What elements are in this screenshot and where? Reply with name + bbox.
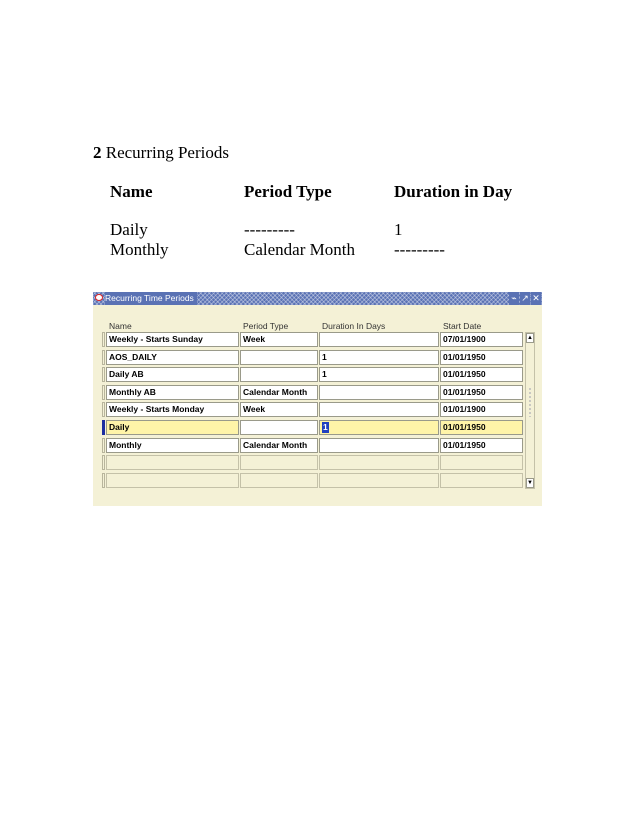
name-field[interactable] xyxy=(106,350,239,365)
record-indicator[interactable] xyxy=(102,332,105,347)
start-date-field[interactable] xyxy=(440,473,523,488)
scroll-thumb[interactable] xyxy=(528,387,532,417)
start-date-field-value: 07/01/1900 xyxy=(443,334,486,344)
start-date-field-value: 01/01/1950 xyxy=(443,440,486,450)
name-field[interactable] xyxy=(106,332,239,347)
column-header-start-date: Start Date xyxy=(443,321,482,331)
start-date-field[interactable] xyxy=(440,420,523,435)
duration-field-value: 1 xyxy=(322,369,327,379)
name-field[interactable] xyxy=(106,367,239,382)
start-date-field[interactable] xyxy=(440,385,523,400)
row-name: Monthly xyxy=(110,240,169,259)
start-date-field-value: 01/01/1950 xyxy=(443,369,486,379)
name-field[interactable] xyxy=(106,438,239,453)
close-icon[interactable]: ✕ xyxy=(532,293,540,303)
period-type-field[interactable] xyxy=(240,420,318,435)
period-type-field-value: Calendar Month xyxy=(243,440,308,450)
duration-field[interactable] xyxy=(319,367,439,382)
document-heading xyxy=(93,143,229,163)
window-title-bar[interactable] xyxy=(93,292,542,305)
record-indicator[interactable] xyxy=(102,438,105,453)
name-field-value: Weekly - Starts Sunday xyxy=(109,334,203,344)
name-field[interactable] xyxy=(106,473,239,488)
minimize-icon[interactable]: ⌁ xyxy=(509,292,519,305)
record-indicator[interactable] xyxy=(102,420,105,435)
start-date-field-value: 01/01/1950 xyxy=(443,387,486,397)
duration-field[interactable] xyxy=(319,455,439,470)
scroll-down-icon[interactable]: ▼ xyxy=(527,480,533,486)
period-type-field-value: Week xyxy=(243,404,266,414)
start-date-field[interactable] xyxy=(440,367,523,382)
period-type-field-value: Week xyxy=(243,334,266,344)
name-field-value: Monthly xyxy=(109,440,142,450)
period-type-field-value: Calendar Month xyxy=(243,387,308,397)
record-indicator[interactable] xyxy=(102,455,105,470)
duration-field[interactable] xyxy=(319,332,439,347)
row-period-type: Calendar Month xyxy=(244,240,355,259)
header-name: Name xyxy=(110,182,153,201)
record-indicator[interactable] xyxy=(102,350,105,365)
start-date-field[interactable] xyxy=(440,332,523,347)
name-field[interactable] xyxy=(106,455,239,470)
duration-field-value: 1 xyxy=(322,352,327,362)
duration-field[interactable] xyxy=(319,473,439,488)
period-type-field[interactable] xyxy=(240,332,318,347)
scroll-up-icon[interactable]: ▲ xyxy=(527,335,533,341)
window-title: Recurring Time Periods xyxy=(105,292,197,305)
duration-field[interactable] xyxy=(319,350,439,365)
heading-number: 2 xyxy=(93,143,102,162)
record-indicator[interactable] xyxy=(102,385,105,400)
start-date-field[interactable] xyxy=(440,438,523,453)
period-type-field[interactable] xyxy=(240,402,318,417)
column-header-period-type: Period Type xyxy=(243,321,289,331)
period-type-field[interactable] xyxy=(240,367,318,382)
recurring-time-periods-window xyxy=(93,292,542,506)
duration-field[interactable] xyxy=(319,420,439,435)
name-field-value: Daily xyxy=(109,422,130,432)
start-date-field[interactable] xyxy=(440,402,523,417)
duration-field[interactable] xyxy=(319,402,439,417)
name-field-value: AOS_DAILY xyxy=(109,352,157,362)
name-field[interactable] xyxy=(106,420,239,435)
period-type-field[interactable] xyxy=(240,438,318,453)
record-indicator[interactable] xyxy=(102,367,105,382)
row-name: Daily xyxy=(110,220,148,239)
duration-field-value: 1 xyxy=(323,422,328,432)
row-duration: --------- xyxy=(394,240,445,259)
duration-field[interactable] xyxy=(319,385,439,400)
name-field-value: Weekly - Starts Monday xyxy=(109,404,205,414)
maximize-icon[interactable]: ↗ xyxy=(521,293,529,303)
start-date-field[interactable] xyxy=(440,350,523,365)
row-duration: 1 xyxy=(394,220,403,239)
period-type-field[interactable] xyxy=(240,473,318,488)
name-field-value: Daily AB xyxy=(109,369,144,379)
header-period-type: Period Type xyxy=(244,182,332,201)
column-header-name: Name xyxy=(109,321,132,331)
column-header-duration: Duration In Days xyxy=(322,321,386,331)
header-duration: Duration in Day xyxy=(394,182,513,201)
name-field-value: Monthly AB xyxy=(109,387,156,397)
record-indicator[interactable] xyxy=(102,402,105,417)
period-type-field[interactable] xyxy=(240,385,318,400)
name-field[interactable] xyxy=(106,385,239,400)
row-period-type: --------- xyxy=(244,220,295,239)
period-type-field[interactable] xyxy=(240,350,318,365)
period-type-field[interactable] xyxy=(240,455,318,470)
duration-field[interactable] xyxy=(319,438,439,453)
record-indicator[interactable] xyxy=(102,473,105,488)
vertical-scrollbar[interactable] xyxy=(525,332,535,489)
start-date-field-value: 01/01/1950 xyxy=(443,352,486,362)
start-date-field-value: 01/01/1950 xyxy=(443,422,486,432)
heading-text: Recurring Periods xyxy=(101,143,229,162)
name-field[interactable] xyxy=(106,402,239,417)
oracle-app-icon xyxy=(95,294,103,301)
start-date-field[interactable] xyxy=(440,455,523,470)
start-date-field-value: 01/01/1900 xyxy=(443,404,486,414)
